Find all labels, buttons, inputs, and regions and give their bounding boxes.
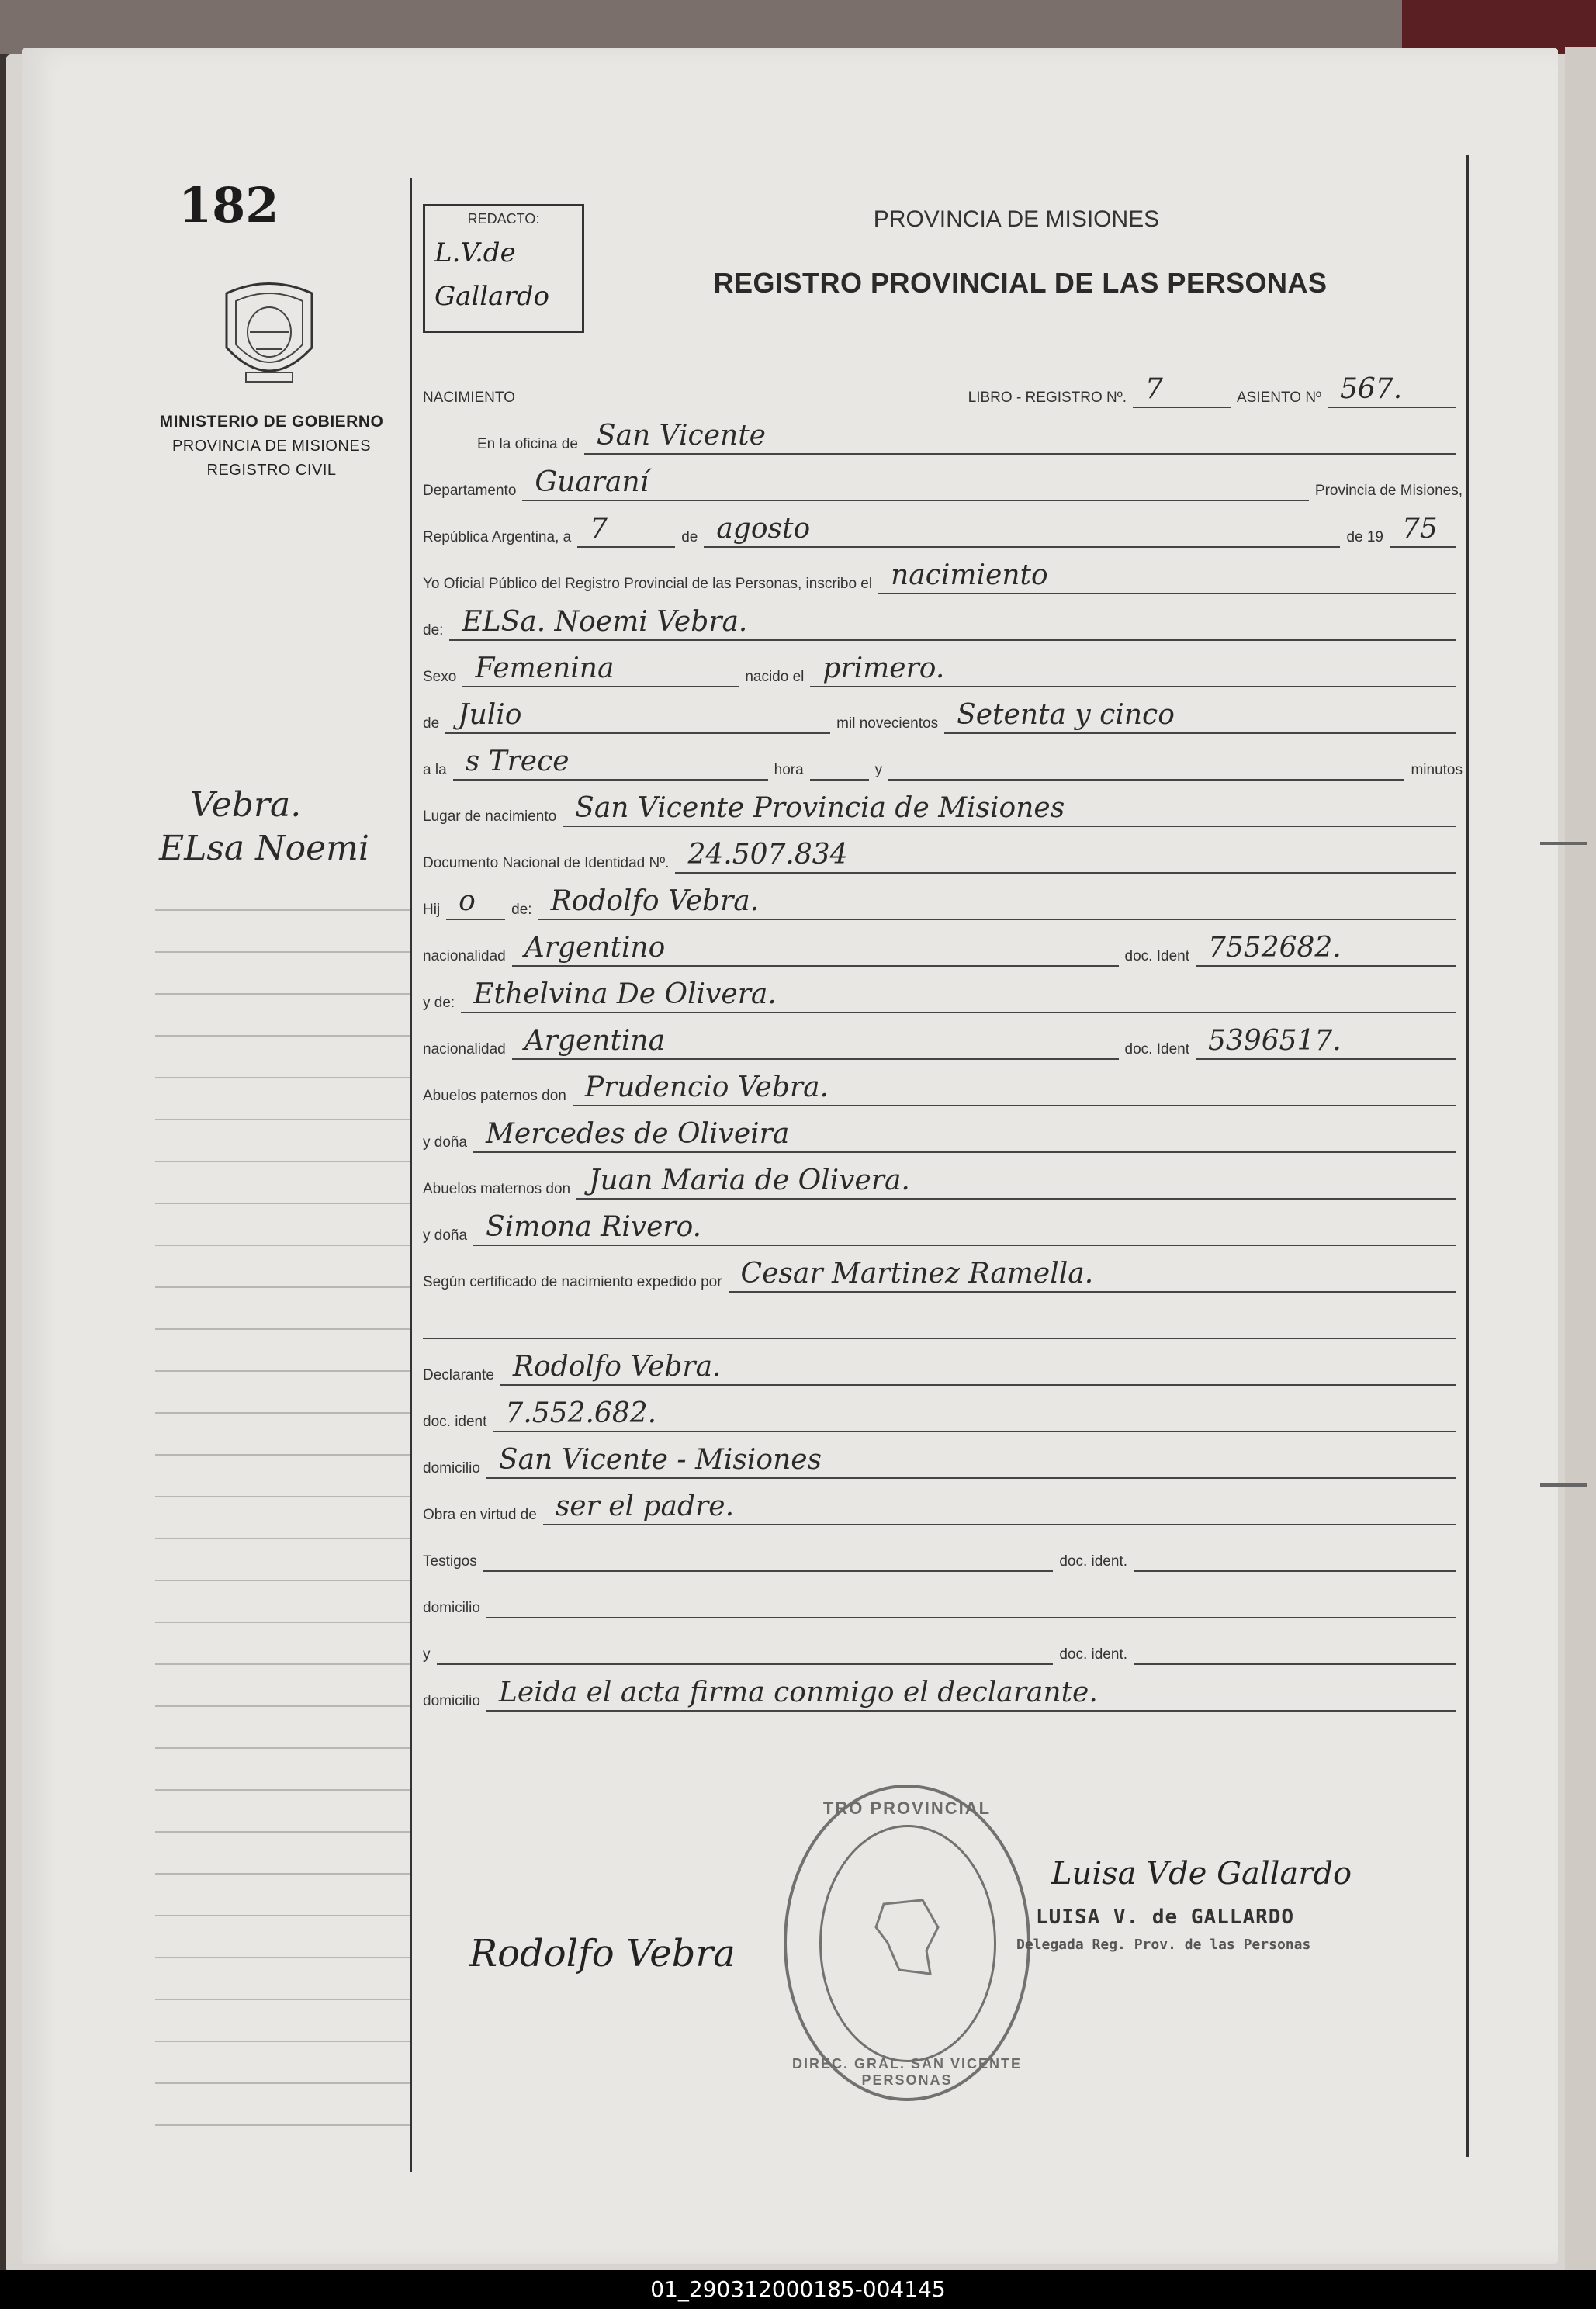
departamento-label: Departamento [423,483,517,499]
hijo-value: o [446,884,505,920]
republica-label: República Argentina, a [423,529,572,545]
doc-padre-value: 7552682. [1196,931,1456,967]
row-declarante [423,1342,1463,1389]
departamento-value: Guaraní [522,466,1309,501]
ydona1-label: y doña [423,1134,468,1151]
ab-pat2-value: Mercedes de Oliveira [473,1117,1456,1153]
row-oficina [423,411,1463,458]
dni-value: 24.507.834 [675,838,1456,874]
margin-ruled-lines [155,869,411,2149]
row-obra [423,1482,1463,1528]
alas-label: a la [423,762,447,778]
doc-madre-value: 5396517. [1196,1024,1456,1060]
header-registry: REGISTRO PROVINCIAL DE LAS PERSONAS [713,267,1328,299]
ministry-name: MINISTERIO DE GOBIERNO [159,413,384,431]
row-doc-declarante [423,1389,1463,1435]
row-departamento [423,458,1463,504]
hijo-label: Hij [423,902,441,918]
alas-value: s Trece [453,745,768,781]
doc-dec-label: doc. ident [423,1414,487,1430]
test-doc2-label: doc. ident. [1059,1646,1127,1663]
de2-label: de [423,715,440,732]
testigo2-blank [437,1629,1054,1665]
redacto-line-1: L.V.de [434,237,516,268]
page-number: 182 [178,177,279,234]
madre-value: Ethelvina De Olivera. [461,978,1456,1013]
ab-pat-label: Abuelos paternos don [423,1088,566,1104]
ab-mat-label: Abuelos maternos don [423,1181,571,1197]
margin-note [159,784,415,871]
ydona2-label: y doña [423,1227,468,1244]
ab-mat2-value: Simona Rivero. [473,1210,1456,1246]
form-border-left [410,178,412,2172]
declarant-signature: Rodolfo Vebra [469,1932,736,1975]
padre-value: Rodolfo Vebra. [538,884,1456,920]
anio-label: de 19 [1346,529,1383,545]
stamp-top-text: TRO PROVINCIAL [822,1798,992,1818]
redacto-box [423,204,584,333]
row-nombre [423,597,1463,644]
minutos-label: minutos [1411,762,1463,778]
minutos-blank [888,745,1404,781]
nac2-label: nacionalidad [423,1041,506,1058]
row-madre [423,970,1463,1016]
inscribo-label: Yo Oficial Público del Registro Provincial de las Personas, inscribo el [423,576,873,592]
anio-nac-value: Setenta y cinco [944,698,1456,734]
mes-value: agosto [704,512,1340,548]
test-doc2-blank [1134,1629,1456,1665]
image-id-footer: 01_290312000185-004145 [0,2270,1596,2309]
domicilio-label: domicilio [423,1460,480,1476]
row-testigos-domicilio [423,1575,1463,1622]
certificado-value: Cesar Martinez Ramella. [729,1257,1456,1293]
ministry-block [132,413,411,479]
form-border-right [1466,155,1469,2157]
sexo-label: Sexo [423,669,457,685]
row-fecha [423,504,1463,551]
dom-final-label: domicilio [423,1693,480,1709]
hora-blank [810,745,869,781]
libro-value: 7 [1133,372,1231,408]
doc-ident2-label: doc. Ident [1124,1041,1189,1058]
row-abuelos-maternos [423,1156,1463,1203]
nac1-label: nacionalidad [423,948,506,964]
test-dom-label: domicilio [423,1600,480,1616]
row-nacionalidad-madre [423,1016,1463,1063]
row-domicilio [423,1435,1463,1482]
dom-final-value: Leida el acta firma conmigo el declarante. [486,1676,1456,1712]
mil-label: mil novecientos [836,715,939,732]
certificado-label: Según certificado de nacimiento expedido por [423,1274,722,1290]
official-signature: Luisa Vde Gallardo [1051,1856,1352,1892]
nac-madre-value: Argentina [512,1024,1119,1060]
row-hijo [423,877,1463,923]
row-hora [423,737,1463,784]
testigos-blank [483,1536,1054,1572]
row-nacionalidad-padre [423,923,1463,970]
dni-label: Documento Nacional de Identidad Nº. [423,855,670,871]
sexo-value: Femenina [462,652,739,687]
obra-value: ser el padre. [543,1490,1456,1525]
official-name-stamp: LUISA V. de GALLARDO [1036,1906,1295,1929]
row-abuela-materna [423,1203,1463,1249]
asiento-label: ASIENTO Nº [1237,389,1321,406]
row-mes-nacimiento [423,691,1463,737]
row-libro [423,365,1463,411]
row-inscribo [423,551,1463,597]
row-abuela-paterna [423,1109,1463,1156]
desk-background [0,0,1596,54]
ab-pat-value: Prudencio Vebra. [573,1071,1456,1106]
stamp-bottom-text: DIREC. GRAL. SAN VICENTE PERSONAS [791,2056,1023,2088]
testigos-label: Testigos [423,1553,477,1570]
header-province: PROVINCIA DE MISIONES [873,206,1160,232]
y-label: y [874,762,883,778]
asiento-value: 567. [1328,372,1456,408]
nac-padre-value: Argentino [512,931,1119,967]
province-emblem-icon [219,278,320,393]
oficina-value: San Vicente [584,419,1456,455]
official-title-stamp: Delegada Reg. Prov. de las Personas [1016,1937,1311,1953]
binding-staple-2 [1540,1483,1587,1487]
margin-note-surname: Vebra. [190,785,302,825]
row-separator [423,1296,1463,1342]
row-domicilio-final [423,1668,1463,1715]
row-testigos [423,1528,1463,1575]
inscribo-value: nacimiento [878,559,1456,594]
obra-label: Obra en virtud de [423,1507,537,1523]
nombre-value: ELSa. Noemi Vebra. [449,605,1456,641]
provincia-suffix: Provincia de Misiones, [1314,483,1463,499]
row-dni [423,830,1463,877]
mes-nac-value: Julio [445,698,830,734]
row-lugar [423,784,1463,830]
test-dom-blank [486,1583,1456,1618]
ministry-registry: REGISTRO CIVIL [206,462,337,479]
test-doc-blank [1134,1536,1456,1572]
doc-dec-value: 7.552.682. [493,1397,1456,1432]
binding-staple-1 [1540,842,1587,845]
declarante-value: Rodolfo Vebra. [500,1350,1456,1386]
dia-value: 7 [577,512,675,548]
separator-line [423,1303,1456,1339]
nacido-label: nacido el [745,669,805,685]
birth-record-form [423,365,1463,1715]
redacto-label: REDACTO: [467,211,540,227]
official-stamp [784,1785,1030,2101]
test-doc-label: doc. ident. [1059,1553,1127,1570]
libro-label: LIBRO - REGISTRO Nº. [968,389,1127,406]
hijo-de-label: de: [511,902,532,918]
de-nombre-label: de: [423,622,444,639]
doc-ident-label: doc. Ident [1124,948,1189,964]
de-label: de [681,529,698,545]
record-type-label: NACIMIENTO [423,389,515,406]
nacido-value: primero. [810,652,1456,687]
row-abuelos-paternos [423,1063,1463,1109]
row-sexo [423,644,1463,691]
yde-label: y de: [423,995,455,1011]
anio-value: 75 [1390,512,1456,548]
row-certificado [423,1249,1463,1296]
lugar-label: Lugar de nacimiento [423,808,557,825]
oficina-label: En la oficina de [477,436,578,452]
ministry-province: PROVINCIA DE MISIONES [171,438,372,455]
book-edge-right [1565,47,1596,2281]
domicilio-value: San Vicente - Misiones [486,1443,1456,1479]
lugar-value: San Vicente Provincia de Misiones [563,791,1456,827]
y2-label: y [423,1646,431,1663]
ab-mat-value: Juan Maria de Olivera. [576,1164,1456,1200]
row-testigo-2 [423,1622,1463,1668]
redacto-line-2: Gallardo [434,281,549,312]
declarante-label: Declarante [423,1367,494,1383]
hora-label: hora [774,762,804,778]
province-map-icon [868,1896,946,1982]
margin-note-name: ELsa Noemi [159,829,369,868]
